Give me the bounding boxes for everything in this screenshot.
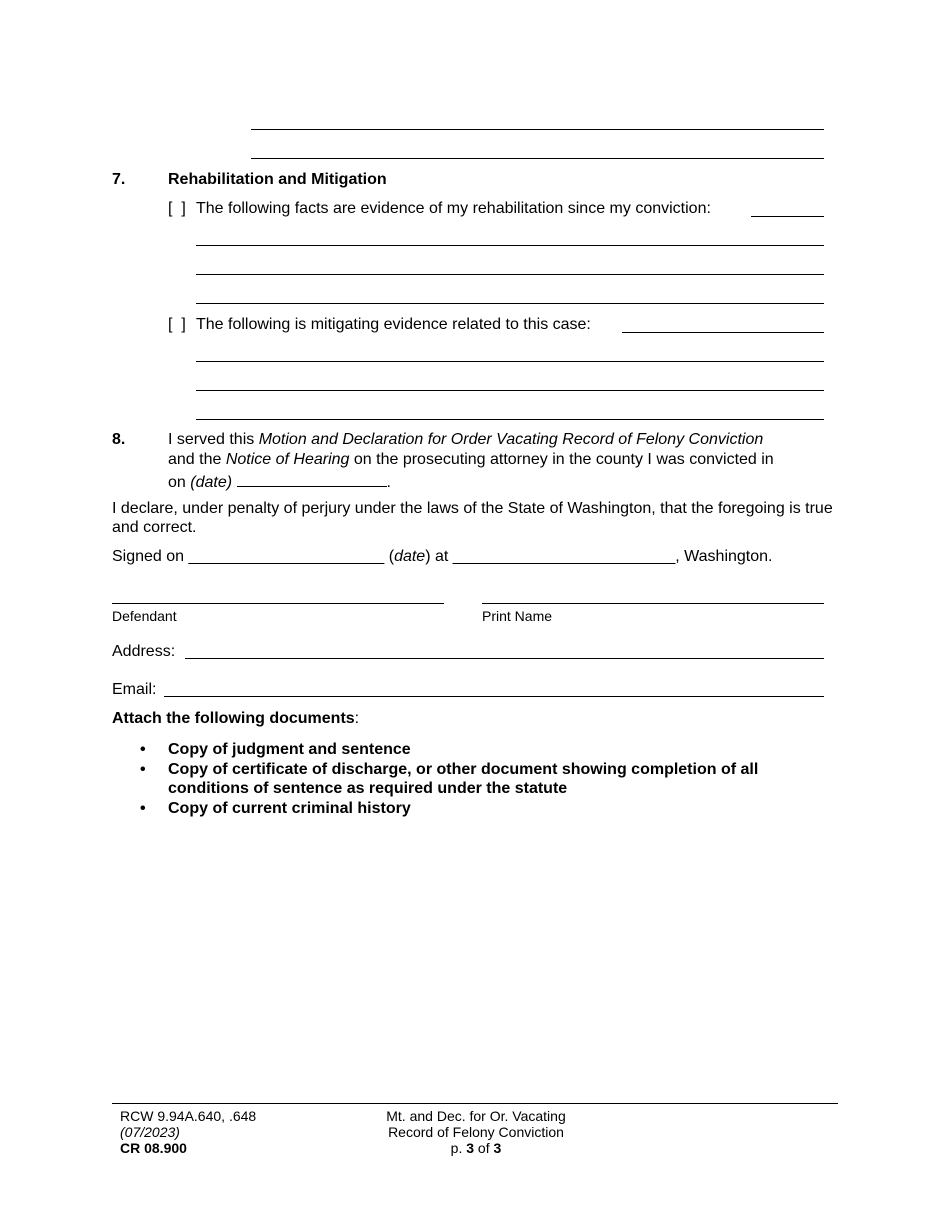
service-date-field[interactable] <box>237 470 387 487</box>
section-8-line-2 <box>168 450 774 470</box>
section-8-text-1: I served this <box>168 431 259 448</box>
rehab-line-1[interactable] <box>196 245 824 246</box>
attachments-heading <box>112 709 359 729</box>
bullet-icon: • <box>140 741 146 758</box>
footer-rule <box>112 1103 838 1104</box>
mitigating-line-inline[interactable] <box>622 332 824 333</box>
footer-revision: (07/2023) <box>120 1124 180 1140</box>
page-prefix: p. <box>450 1140 467 1156</box>
signed-on-label: Signed on <box>112 548 185 565</box>
defendant-label: Defendant <box>112 608 177 624</box>
page-total: 3 <box>493 1140 502 1156</box>
mitigating-line-3[interactable] <box>196 419 824 420</box>
section-8-text-2: and the <box>168 451 226 468</box>
attachment-item <box>112 760 812 798</box>
mitigating-checkbox[interactable]: [ ] <box>168 316 186 333</box>
service-date-label: (date) <box>190 474 233 491</box>
page-of: of <box>474 1140 494 1156</box>
attachment-item <box>112 740 812 759</box>
continuation-line-1[interactable] <box>251 129 824 130</box>
footer-rcw: RCW 9.94A.640, .648 <box>120 1108 257 1124</box>
defendant-signature-line[interactable] <box>112 603 444 604</box>
rehab-line-3[interactable] <box>196 303 824 304</box>
section-8-text-4: on <box>168 474 191 491</box>
section-8-number: 8. <box>112 431 126 448</box>
email-field[interactable] <box>164 696 824 697</box>
rehab-line-inline[interactable] <box>751 216 824 217</box>
section-7-title: Rehabilitation and Mitigation <box>168 171 387 188</box>
attachment-item <box>112 799 812 818</box>
notice-title: Notice of Hearing <box>225 451 350 468</box>
footer-page <box>356 1140 596 1156</box>
section-7-number: 7. <box>112 171 126 188</box>
footer-title-1: Mt. and Dec. for Or. Vacating <box>386 1108 566 1124</box>
paren-open: ( <box>388 548 395 565</box>
attachments-list <box>112 740 812 819</box>
signed-line <box>112 547 772 567</box>
signed-date-field[interactable]: ______________________ <box>188 548 385 565</box>
footer-center <box>356 1108 596 1156</box>
mitigating-text: The following is mitigating evidence related to this case: <box>196 316 591 333</box>
mitigating-line-1[interactable] <box>196 361 824 362</box>
mitigating-line-2[interactable] <box>196 390 824 391</box>
attachments-colon: : <box>354 710 360 727</box>
continuation-line-2[interactable] <box>251 158 824 159</box>
rehab-text: The following facts are evidence of my rehabilitation since my conviction: <box>196 200 711 217</box>
rehab-line-2[interactable] <box>196 274 824 275</box>
attachment-item-text: Copy of current criminal history <box>168 800 411 817</box>
paren-close-at: ) at <box>425 548 449 565</box>
print-name-line[interactable] <box>482 603 824 604</box>
address-field[interactable] <box>185 658 824 659</box>
motion-title: Motion and Declaration for Order Vacating Record of Felony Conviction <box>258 431 764 448</box>
bullet-icon: • <box>140 800 146 817</box>
footer-title-2: Record of Felony Conviction <box>388 1124 564 1140</box>
attachment-item-text: Copy of certificate of discharge, or other document showing completion of all conditions of sentence as required under the statute <box>168 761 759 797</box>
footer-form-number: CR 08.900 <box>120 1140 187 1156</box>
page-current: 3 <box>466 1140 475 1156</box>
date-word: date <box>394 548 426 565</box>
section-8-line-1 <box>168 430 763 450</box>
service-date-period: . <box>386 474 391 491</box>
washington-label: , Washington. <box>675 548 773 565</box>
bullet-icon: • <box>140 761 146 778</box>
section-8-line-3 <box>168 470 391 493</box>
footer-left <box>120 1108 256 1156</box>
declaration-text: I declare, under penalty of perjury under the laws of the State of Washington, that the foregoing is true and correct. <box>112 500 833 536</box>
attachments-heading-text: Attach the following documents <box>112 710 355 727</box>
rehab-checkbox[interactable]: [ ] <box>168 200 186 217</box>
print-name-label: Print Name <box>482 608 553 624</box>
address-label: Address: <box>112 643 176 660</box>
signed-location-field[interactable]: _________________________ <box>452 548 676 565</box>
section-8-text-3: on the prosecuting attorney in the county I was convicted in <box>349 451 774 468</box>
email-label: Email: <box>112 681 157 698</box>
attachment-item-text: Copy of judgment and sentence <box>168 741 411 758</box>
